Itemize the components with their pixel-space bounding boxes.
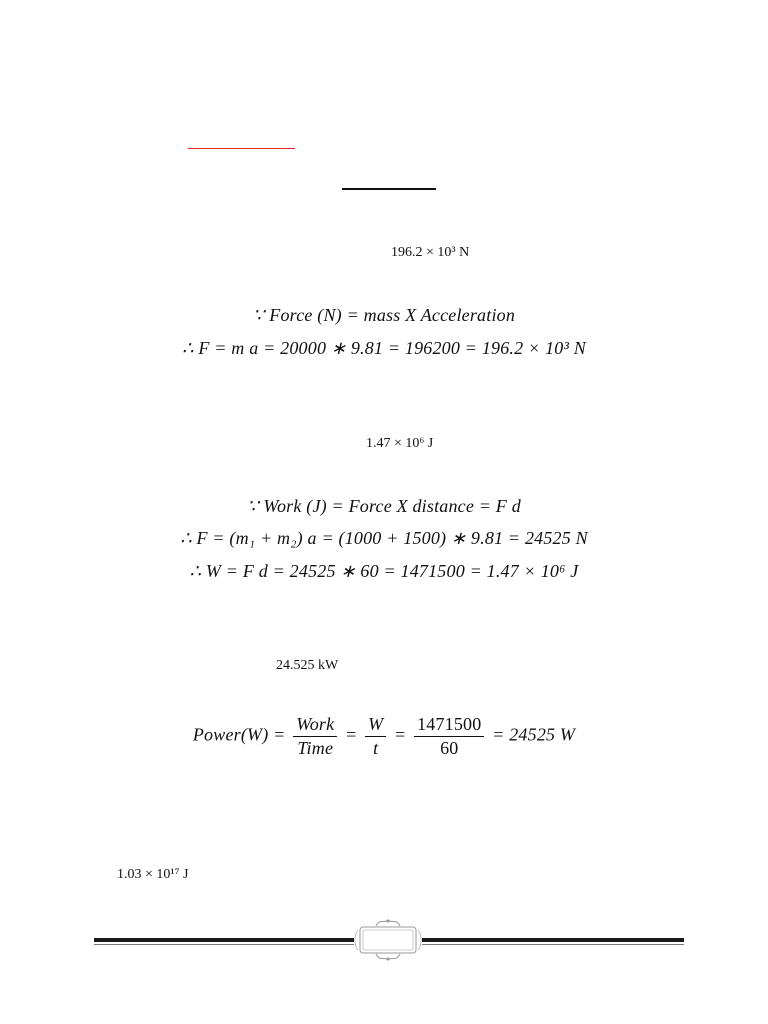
answer-3-value: 24.525 kW: [276, 658, 339, 673]
equation-2-line-1: ∵ Work (J) = Force X distance = F d: [247, 496, 521, 516]
fraction-numeric: [414, 714, 484, 759]
answer-1-value: 196.2 × 10³ N: [391, 245, 470, 260]
answer-2-value: 1.47 × 10⁶ J: [366, 436, 434, 451]
fraction-denominator: t: [373, 738, 379, 758]
equation-1-line-1: ∵ Force (N) = mass X Acceleration: [252, 305, 516, 325]
equals-sign: =: [345, 724, 358, 745]
fraction-work-time: [293, 714, 337, 759]
power-equation: [0, 714, 768, 759]
fraction-w-t: [365, 714, 386, 759]
fraction-numerator: W: [365, 714, 386, 737]
fraction-denominator: Time: [297, 738, 334, 758]
red-rule: [188, 148, 295, 149]
answer-4-value: 1.03 × 10¹⁷ J: [117, 867, 189, 882]
black-rule: [342, 188, 436, 190]
equation-2-line-2: ∴ F = (m₁ + m₂) a = (1000 + 1500) ∗ 9.81 = 24525 N: [180, 528, 588, 548]
fraction-numerator: Work: [293, 714, 337, 737]
equation-1-line-2: ∴ F = m a = 20000 ∗ 9.81 = 196200 = 196.2 × 10³ N: [182, 338, 586, 358]
equation-2-line-3: ∴ W = F d = 24525 ∗ 60 = 1471500 = 1.47 × 10⁶ J: [189, 561, 579, 581]
footer-ornament-icon: [354, 916, 422, 964]
power-rhs: = 24525 W: [492, 724, 576, 745]
fraction-denominator: 60: [440, 738, 459, 758]
equals-sign: =: [394, 724, 407, 745]
fraction-numerator: 1471500: [414, 714, 484, 737]
power-lhs: Power(W) =: [192, 724, 286, 745]
